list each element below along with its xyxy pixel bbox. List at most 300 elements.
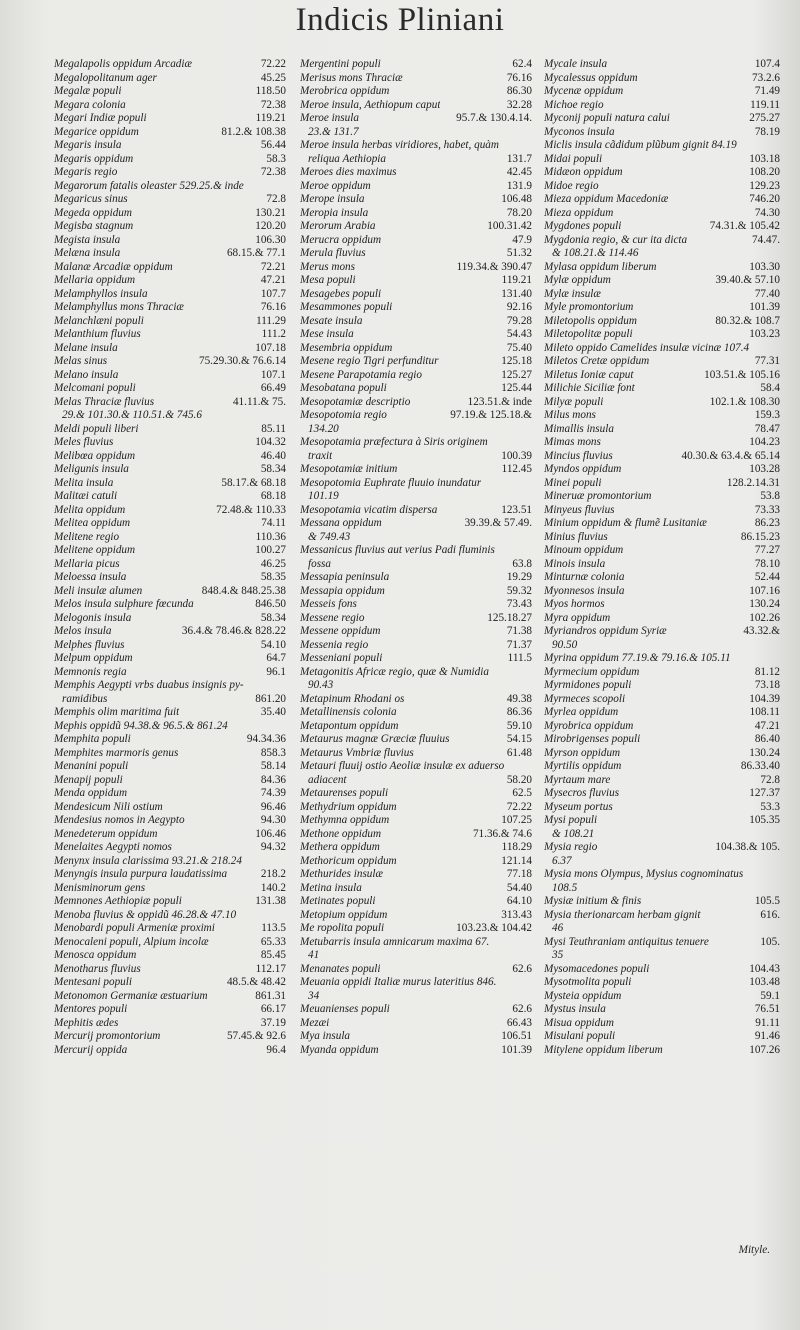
entry-reference: 73.2.6 [752,71,780,84]
entry-reference: 56.44 [260,139,286,151]
index-entry [300,706,532,720]
entry-term: Meuania oppidi Italiæ murus lateritius 846. [300,976,497,988]
index-entry [300,598,532,612]
index-entry [544,612,780,626]
entry-reference: 86.33.40 [740,760,780,772]
entry-reference: 74.39 [260,787,286,799]
index-entry [300,261,532,275]
entry-term: Megista insula [54,233,121,246]
entry-reference: 130.24 [749,598,780,610]
entry-term: Myndos oppidum [544,463,622,475]
entry-term: Mylæ insulæ [544,287,601,300]
index-entry [300,747,532,761]
entry-reference: 119.21 [255,112,286,124]
entry-term: Memphita populi [54,733,131,745]
index-entry [300,801,532,815]
entry-term: Mentores populi [54,1003,128,1015]
index-entry-continuation [54,693,286,707]
entry-term: Myonnesos insula [544,584,625,597]
index-entry [544,544,780,558]
entry-reference: 72.22 [260,58,286,70]
entry-reference: 78.10 [754,557,780,570]
index-entry [544,85,780,99]
entry-reference: 110.36 [255,530,286,543]
entry-reference: 103.28 [749,463,780,475]
entry-reference: 72.21 [260,260,286,273]
entry-reference: 64.7 [266,652,286,664]
entry-reference: 85.11 [261,422,286,435]
index-entry-continuation [300,558,532,572]
index-entry [300,112,532,126]
index-entry [300,922,532,936]
entry-term: Myrobrica oppidum [544,719,634,732]
index-entry [300,585,532,599]
index-entry-continuation [300,531,532,545]
entry-term: Melas Thraciæ fluvius [54,395,155,408]
entry-reference: 129.23 [749,179,780,192]
entry-term: Messapia peninsula [300,571,390,583]
entry-reference: 40.30.& 63.4.& 65.14 [681,449,780,462]
index-entry [544,531,780,545]
entry-reference: 73.43 [506,598,532,610]
entry-term: Mercurij promontorium [54,1030,161,1042]
index-entry [544,315,780,329]
entry-term: Metubarris insula amnicarum maxima 67. [300,935,490,948]
entry-reference: 119.11 [750,98,780,111]
index-entry-continuation [300,450,532,464]
entry-term: Mesopotamia præfectura à Siris originem [300,436,488,448]
entry-reference: 100.39 [501,449,532,462]
entry-reference: 62.6 [512,1003,532,1015]
entry-reference: 125.44 [501,382,532,394]
index-entry [544,220,780,234]
index-entry [300,328,532,342]
entry-reference: 77.31 [754,355,780,367]
index-entry [54,841,286,855]
entry-reference: 46.25 [260,557,286,570]
entry-term: Messenia regio [300,638,369,651]
index-entry [54,355,286,369]
index-entry [544,463,780,477]
entry-term: Miletos Cretæ oppidum [544,355,650,367]
index-entry [544,666,780,680]
entry-term: Messeis fons [300,598,357,610]
entry-term: Metina insula [300,881,362,894]
index-entry [300,544,532,558]
index-entry [54,315,286,329]
entry-reference: 86.15.23 [740,530,780,543]
entry-term: Myle promontorium [544,301,634,313]
entry-term: Mesembria oppidum [300,341,393,354]
index-entry [54,328,286,342]
index-entry [54,855,286,869]
entry-text: 134.20 [308,422,339,435]
index-entry [300,693,532,707]
index-entry [300,180,532,194]
entry-reference: 76.16 [260,301,286,313]
entry-text: 6.37 [552,854,572,867]
entry-text: 90.50 [552,638,578,651]
entry-term: Mycale insula [544,58,608,70]
index-entry [54,801,286,815]
entry-reference: 53.8 [760,490,780,502]
entry-term: Melamphyllos insula [54,287,148,300]
entry-term: Messapia oppidum [300,584,385,597]
entry-term: Myrmeces scopoli [544,692,626,705]
index-entry [54,274,286,288]
entry-term: Menedeterum oppidum [54,827,158,840]
entry-reference: 120.20 [255,220,286,232]
entry-reference: 39.39.& 57.49. [464,517,532,529]
entry-term: Mysotmolita populi [544,976,632,988]
index-entry [300,1044,532,1058]
index-entry [544,720,780,734]
entry-term: Mysia therionarcam herbam gignit [544,908,701,921]
index-entry [544,625,780,639]
entry-text: reliqua Aethiopia [308,152,386,165]
entry-reference: 107.4 [754,58,780,70]
entry-term: Megalopolitanum ager [54,71,157,84]
index-entry [54,301,286,315]
index-entry-continuation [544,882,780,896]
entry-reference: 47.9 [512,233,532,246]
index-entry [544,1017,780,1031]
entry-term: Minyeus fluvius [544,503,615,516]
entry-reference: 35.40 [260,706,286,718]
index-entry [300,315,532,329]
index-entry [54,679,286,693]
entry-term: Merobrica oppidum [300,85,390,97]
entry-term: Minium oppidum & flumẽ Lusitaniæ [544,517,707,529]
index-entry [300,652,532,666]
index-entry [544,787,780,801]
index-entry [54,139,286,153]
entry-term: Malitæi catuli [54,490,118,502]
entry-term: Mysecros fluvius [544,787,620,799]
entry-reference: 76.16 [506,71,532,84]
entry-reference: 74.31.& 105.42 [709,220,780,232]
entry-term: Milichie Siciliæ font [544,382,635,394]
entry-term: Minoum oppidum [544,544,624,556]
index-entry [300,193,532,207]
entry-reference: 104.32 [255,436,286,448]
entry-term: Menynx insula clarissima 93.21.& 218.24 [54,854,242,867]
entry-text: 90.43 [308,679,334,691]
index-entry [544,841,780,855]
entry-reference: 62.5 [512,787,532,799]
index-entry [300,612,532,626]
entry-term: Minei populi [544,476,602,489]
entry-term: Metauri fluuij ostio Aeoliæ insulæ ex aduerso [300,760,505,772]
index-entry [54,652,286,666]
entry-text: & 108.21 [552,827,595,840]
entry-reference: 107.26 [749,1043,780,1056]
entry-reference: 77.40 [754,287,780,300]
entry-reference: 72.8 [760,773,780,786]
entry-term: Mesate insula [300,314,363,327]
entry-reference: 54.10 [260,638,286,651]
entry-term: Misulani populi [544,1030,616,1042]
index-entry [300,477,532,491]
index-entry-continuation [300,774,532,788]
entry-term: Menosca oppidum [54,949,137,961]
index-entry [54,571,286,585]
index-entry [54,180,286,194]
entry-term: Melitea oppidum [54,517,131,529]
entry-reference: 72.38 [260,98,286,111]
entry-term: Melas sinus [54,355,108,367]
entry-reference: 58.3 [266,152,286,165]
entry-term: Messeniani populi [300,652,383,664]
index-entry [544,963,780,977]
index-entry [54,666,286,680]
entry-reference: 105.5 [754,895,780,907]
entry-text: traxit [308,449,333,462]
index-entry [544,423,780,437]
entry-reference: 71.38 [506,625,532,637]
entry-reference: 119.21 [501,274,532,286]
index-entry [54,288,286,302]
entry-reference: 59.32 [506,584,532,597]
index-entry [300,396,532,410]
entry-term: Malanæ Arcadiæ oppidum [54,260,173,273]
entry-term: Methera oppidum [300,841,380,853]
entry-reference: 49.38 [506,692,532,705]
entry-reference: 861.31 [255,989,286,1002]
index-entry [54,153,286,167]
entry-term: Myrina oppidum 77.19.& 79.16.& 105.11 [544,652,731,664]
index-entry [544,355,780,369]
index-entry-continuation [300,423,532,437]
index-entry [300,1017,532,1031]
entry-reference: 94.34.36 [246,733,286,745]
entry-reference: 103.51.& 105.16 [704,368,780,381]
entry-term: Mercurij oppida [54,1043,128,1056]
index-entry [544,139,780,153]
entry-reference: 96.1 [266,665,286,678]
index-entry [300,58,532,72]
entry-term: Meroes dies maximus [300,166,397,178]
entry-reference: 111.29 [256,314,286,327]
entry-term: Metapinum Rhodani os [300,692,405,705]
index-entry [544,58,780,72]
entry-term: Mya insula [300,1030,351,1042]
entry-reference: 63.8 [512,557,532,570]
entry-term: Mese insula [300,328,354,340]
entry-term: Menelaites Aegypti nomos [54,841,172,853]
index-entry [544,585,780,599]
index-entry-continuation [300,490,532,504]
entry-reference: 61.48 [506,746,532,759]
entry-reference: 72.22 [506,800,532,813]
index-entry [54,720,286,734]
entry-term: Megarice oppidum [54,125,139,138]
entry-reference: 58.20 [506,773,532,786]
index-entry [54,166,286,180]
entry-text: 101.19 [308,490,339,502]
entry-term: Myrmecium oppidum [544,665,640,678]
entry-reference: 52.44 [754,571,780,583]
entry-reference: 54.43 [506,328,532,340]
index-entry [54,544,286,558]
entry-reference: 66.43 [506,1016,532,1029]
entry-term: Megalæ populi [54,85,122,97]
entry-reference: 106.46 [255,827,286,840]
entry-term: Mesobatana populi [300,382,387,394]
index-entry [54,450,286,464]
entry-term: Miletopolis oppidum [544,314,637,327]
entry-reference: 37.19 [260,1016,286,1029]
index-entry [54,436,286,450]
entry-term: Myos hormos [544,598,605,610]
index-entry [54,247,286,261]
entry-term: Mylasa oppidum liberum [544,260,657,273]
index-entry [54,99,286,113]
index-entry [300,355,532,369]
entry-term: Metapontum oppidum [300,719,399,732]
index-entry [54,58,286,72]
entry-term: Mentesani populi [54,976,132,988]
entry-term: Mimas mons [544,436,601,448]
entry-reference: 131.38 [255,895,286,907]
entry-reference: 111.5 [507,652,532,664]
entry-reference: 66.49 [260,382,286,394]
index-entry [544,450,780,464]
index-entry [544,936,780,950]
entry-term: Megaris oppidum [54,152,134,165]
entry-term: Myanda oppidum [300,1043,379,1056]
index-entry [300,504,532,518]
entry-term: Mesene Parapotamia regio [300,368,423,381]
entry-term: Methoricum oppidum [300,854,397,867]
index-entry [544,328,780,342]
entry-reference: 103.48 [749,976,780,988]
entry-term: Mincius fluvius [544,449,613,462]
entry-reference: 41.11.& 75. [232,395,286,408]
entry-term: Mendesius nomos in Aegypto [54,814,185,826]
entry-term: Melitene oppidum [54,544,136,556]
index-entry [300,166,532,180]
entry-reference: 107.16 [749,584,780,597]
index-entry [544,369,780,383]
index-entry [544,477,780,491]
index-entry [544,733,780,747]
index-entry [54,463,286,477]
entry-text: ramidibus [62,692,108,705]
entry-term: Megeda oppidum [54,206,132,219]
entry-term: Messana oppidum [300,517,382,529]
entry-reference: 74.47. [752,233,780,246]
index-entry [544,774,780,788]
entry-reference: 53.3 [760,800,780,813]
entry-term: Mesopotomia regio [300,409,387,421]
entry-term: Minius fluvius [544,530,608,543]
entry-term: Merucra oppidum [300,233,382,246]
entry-term: Myriandros oppidum Syriæ [544,625,667,637]
entry-reference: 78.47 [754,422,780,435]
entry-term: Memphis olim maritima fuit [54,706,180,718]
entry-term: Messene oppidum [300,625,381,637]
index-entry [54,234,286,248]
entry-reference: 86.23 [754,517,780,529]
index-entry [54,747,286,761]
index-entry [300,571,532,585]
entry-term: Metaurenses populi [300,787,389,799]
entry-reference: 58.34 [260,611,286,624]
entry-term: Melamphyllus mons Thraciæ [54,301,184,313]
index-entry [54,774,286,788]
entry-term: Melita insula [54,476,114,489]
entry-reference: 75.40 [506,341,532,354]
entry-reference: 54.15 [506,733,532,745]
index-entry [544,193,780,207]
index-entry [544,301,780,315]
index-entry [54,909,286,923]
index-entry [54,963,286,977]
entry-term: Myrlea oppidum [544,706,619,718]
index-entry [54,112,286,126]
entry-term: Megisba stagnum [54,220,134,232]
entry-term: Metopium oppidum [300,908,388,921]
entry-reference: 64.10 [506,895,532,907]
index-entry [300,760,532,774]
index-entry [544,1044,780,1058]
entry-term: Mystus insula [544,1003,606,1015]
entry-reference: 75.29.30.& 76.6.14 [198,355,286,367]
index-entry [300,868,532,882]
entry-term: Menocaleni populi, Alpium incolæ [54,935,209,948]
index-entry [300,963,532,977]
entry-term: Menisminorum gens [54,881,146,894]
index-entry [300,207,532,221]
index-entry [544,261,780,275]
index-entry [54,922,286,936]
entry-reference: 103.30 [749,260,780,273]
entry-text: 23.& 131.7 [308,125,359,138]
index-entry [544,990,780,1004]
index-entry [54,895,286,909]
entry-text: & 749.43 [308,530,351,543]
index-entry [544,814,780,828]
index-entry [300,85,532,99]
index-entry [54,949,286,963]
entry-term: Mineruæ promontorium [544,490,652,502]
entry-term: Metinates populi [300,895,376,907]
entry-text: 41 [308,949,320,961]
entry-term: Melitene regio [54,530,120,543]
entry-term: Mergentini populi [300,58,381,70]
entry-term: Messene regio [300,611,365,624]
entry-reference: 91.46 [754,1030,780,1042]
index-entry [54,342,286,356]
entry-term: Melos insula [54,625,112,637]
entry-reference: 275.27 [749,112,780,124]
entry-term: Metonomon Germaniæ æstuarium [54,989,208,1002]
entry-reference: 76.51 [754,1003,780,1015]
entry-term: Mirobrigenses populi [544,733,641,745]
index-entry [54,733,286,747]
entry-reference: 86.40 [754,733,780,745]
entry-reference: 66.17 [260,1003,286,1015]
entry-reference: 112.17 [255,962,286,975]
index-entry [544,126,780,140]
entry-term: Mysteia oppidum [544,989,622,1002]
index-column-3 [544,58,780,1057]
entry-reference: 131.40 [501,287,532,300]
entry-term: Miletopolitæ populi [544,328,633,340]
entry-text: fossa [308,557,332,570]
entry-term: Menotharus fluvius [54,962,141,975]
